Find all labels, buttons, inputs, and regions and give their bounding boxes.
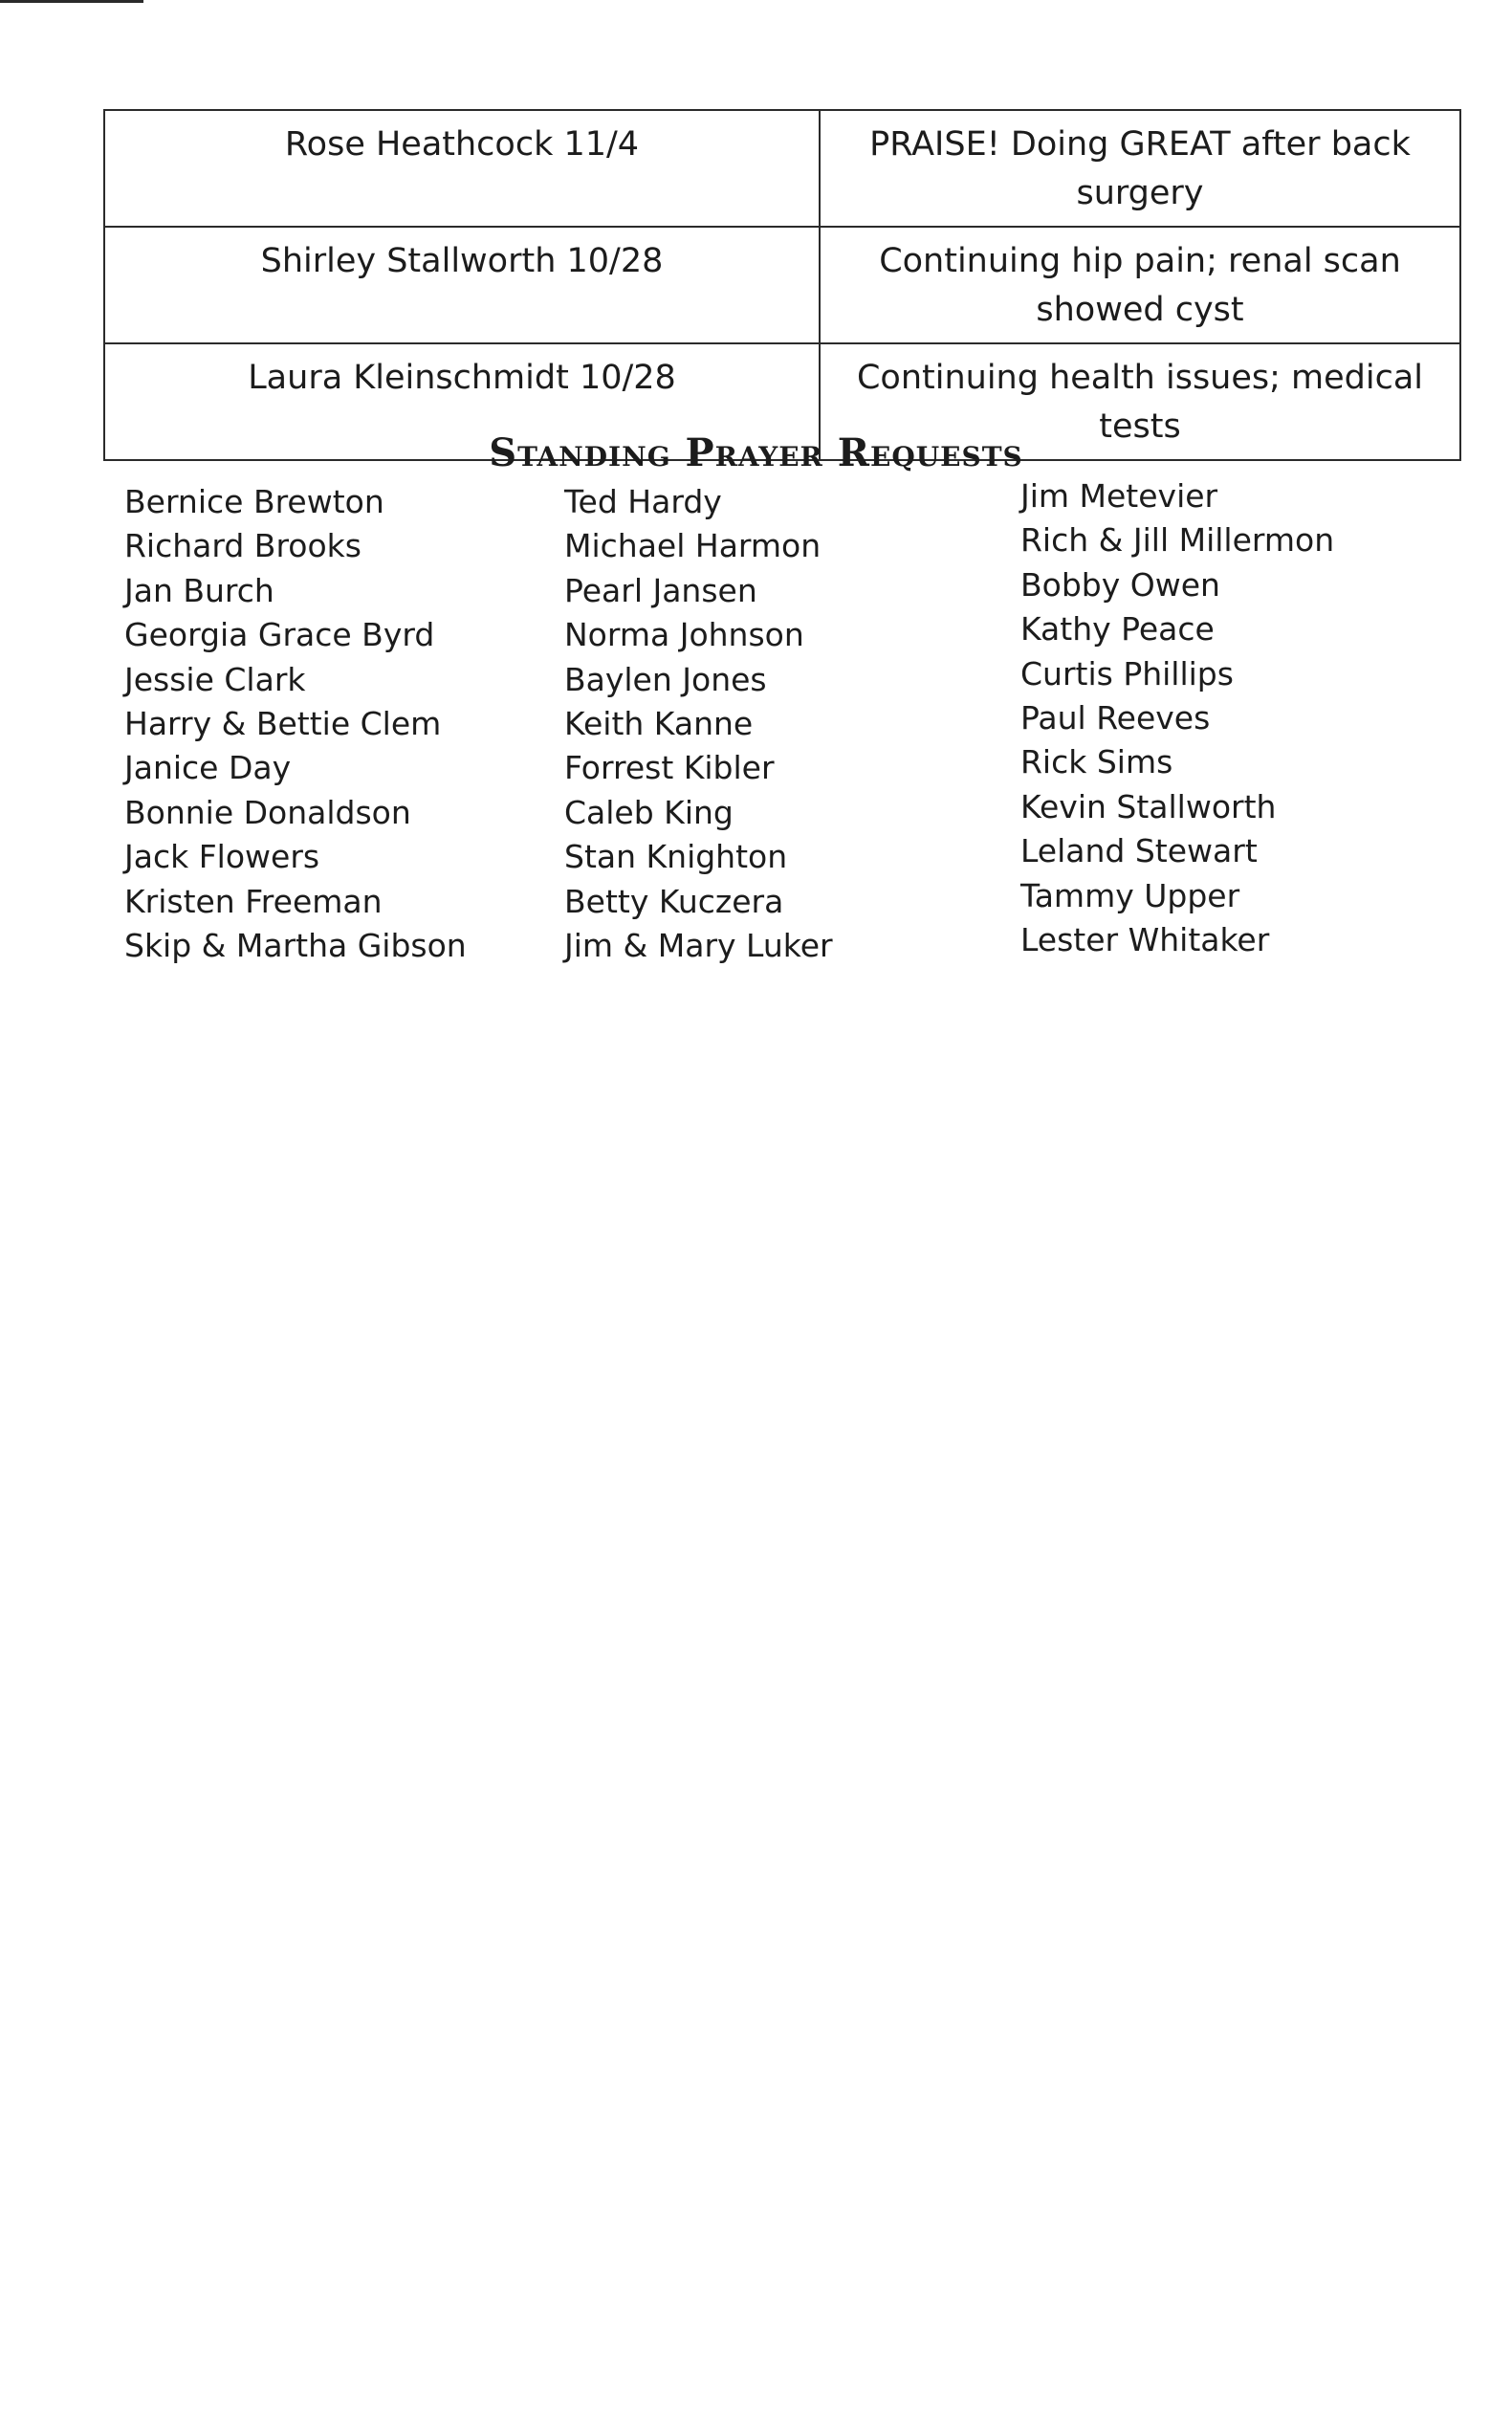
list-item: Caleb King bbox=[564, 793, 734, 831]
list-item: Janice Day bbox=[124, 749, 292, 787]
list-item: Norma Johnson bbox=[564, 616, 804, 654]
list-item: Bobby Owen bbox=[1020, 565, 1220, 604]
prayer-name-cell: Rose Heathcock 11/4 bbox=[104, 110, 820, 227]
standing-requests-column-2 bbox=[564, 480, 833, 968]
list-item: Bernice Brewton bbox=[124, 483, 384, 520]
list-item: Richard Brooks bbox=[124, 527, 362, 565]
list-item: Jim & Mary Luker bbox=[564, 926, 833, 964]
list-item: Rich & Jill Millermon bbox=[1020, 521, 1335, 560]
list-item: Rick Sims bbox=[1020, 743, 1173, 781]
list-item: Kevin Stallworth bbox=[1020, 787, 1277, 825]
list-item: Georgia Grace Byrd bbox=[124, 616, 435, 654]
list-item: Jim Metevier bbox=[1020, 477, 1218, 515]
list-item: Curtis Phillips bbox=[1020, 654, 1234, 693]
list-item: Jan Burch bbox=[124, 571, 274, 609]
list-item: Skip & Martha Gibson bbox=[124, 926, 467, 964]
list-item: Bonnie Donaldson bbox=[124, 793, 411, 831]
prayer-name-cell: Shirley Stallworth 10/28 bbox=[104, 227, 820, 343]
prayer-note-cell: Continuing health issues; medical tests bbox=[820, 343, 1460, 460]
prayer-updates-table bbox=[103, 109, 1461, 461]
list-item: Betty Kuczera bbox=[564, 882, 784, 920]
table-row bbox=[104, 227, 1460, 343]
prayer-note-cell: PRAISE! Doing GREAT after back surgery bbox=[820, 110, 1460, 227]
list-item: Jack Flowers bbox=[124, 838, 320, 876]
list-item: Forrest Kibler bbox=[564, 749, 775, 787]
list-item: Harry & Bettie Clem bbox=[124, 704, 442, 742]
list-item: Kristen Freeman bbox=[124, 882, 383, 920]
list-item: Tammy Upper bbox=[1020, 876, 1240, 914]
list-item: Leland Stewart bbox=[1020, 832, 1258, 870]
standing-prayer-requests-heading: Standing Prayer Requests bbox=[489, 430, 1023, 475]
page-edge-line bbox=[0, 0, 143, 3]
table-row bbox=[104, 110, 1460, 227]
list-item: Stan Knighton bbox=[564, 838, 788, 876]
list-item: Lester Whitaker bbox=[1020, 920, 1270, 958]
standing-requests-column-1 bbox=[124, 480, 467, 968]
list-item: Jessie Clark bbox=[124, 660, 306, 698]
list-item: Kathy Peace bbox=[1020, 610, 1215, 649]
list-item: Paul Reeves bbox=[1020, 698, 1211, 737]
list-item: Michael Harmon bbox=[564, 527, 822, 565]
standing-requests-column-3 bbox=[1020, 474, 1334, 962]
prayer-note-cell: Continuing hip pain; renal scan showed cyst bbox=[820, 227, 1460, 343]
list-item: Baylen Jones bbox=[564, 660, 767, 698]
list-item: Pearl Jansen bbox=[564, 571, 757, 609]
list-item: Keith Kanne bbox=[564, 704, 754, 742]
list-item: Ted Hardy bbox=[564, 483, 722, 520]
prayer-name-cell: Laura Kleinschmidt 10/28 bbox=[104, 343, 820, 460]
